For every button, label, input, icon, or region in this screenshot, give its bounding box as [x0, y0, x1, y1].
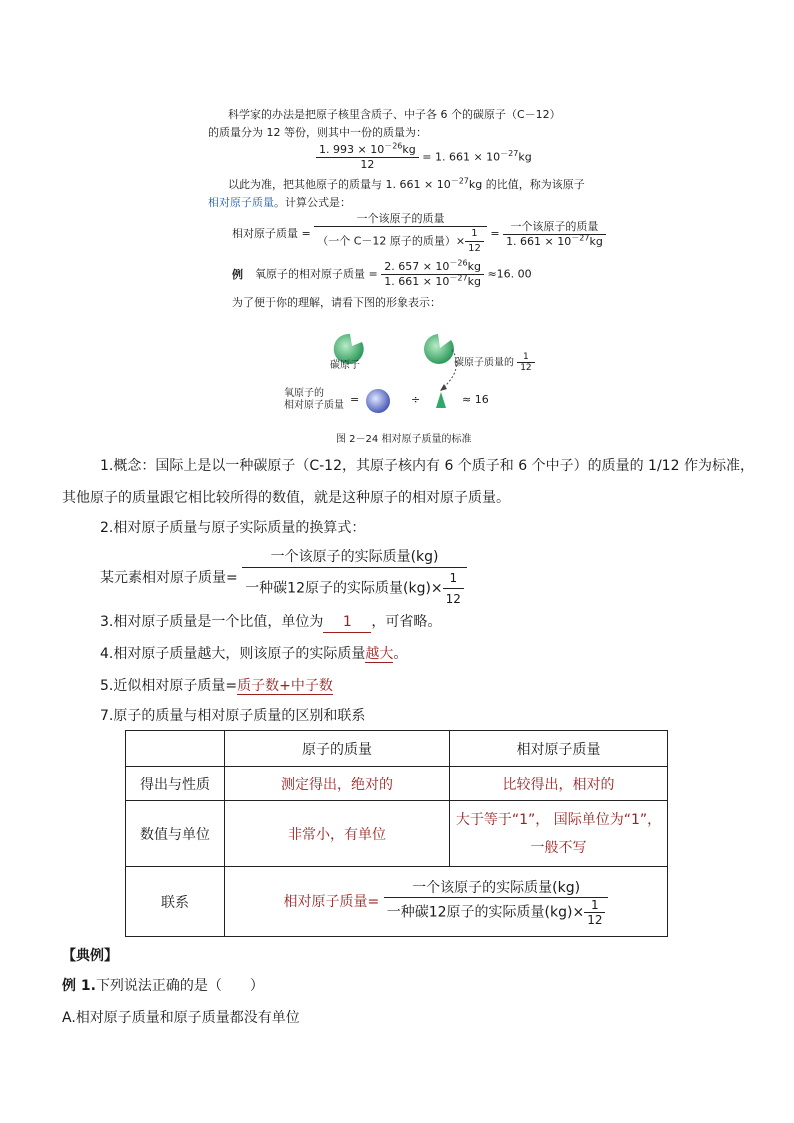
unit: kg: [402, 143, 416, 156]
comparison-table: [125, 730, 668, 937]
excerpt-line-5: 为了便于你的理解，请看下图的形象表示：: [232, 296, 441, 309]
example-text: 氧原子的相对原子质量 =: [255, 267, 378, 281]
fig-equals: =: [350, 393, 360, 406]
answer-blank: 越大: [365, 646, 394, 662]
table-row: [126, 767, 668, 801]
point-4: [100, 644, 407, 664]
text: 氧原子的: [284, 388, 324, 399]
row-label: 得出与性质: [126, 767, 225, 801]
example-label: 例: [232, 267, 243, 281]
frac-den: 一种碳12原子的实际质量(kg)×: [245, 580, 443, 597]
table-row: [126, 801, 668, 867]
carbon-atom-cut-icon: [424, 334, 454, 364]
definition-formula: [232, 212, 606, 256]
text: 3.相对原子质量是一个比值，单位为: [100, 614, 324, 630]
table-cell: 非常小，有单位: [225, 801, 450, 867]
text: 4.相对原子质量越大，则该原子的实际质量: [100, 646, 366, 662]
frac-den: 12: [587, 912, 603, 927]
fig-approx: ≈ 16: [462, 393, 489, 406]
example-result: ≈16. 00: [487, 267, 532, 281]
formula-label: 某元素相对原子质量=: [100, 570, 238, 586]
exp: －26: [384, 141, 403, 151]
option-a: A.相对原子质量和原子质量都没有单位: [62, 1010, 300, 1026]
frac-num: 1: [517, 352, 534, 363]
text: 以此为准，把其他原子的质量与 1. 661 × 10: [228, 178, 451, 191]
point-2-formula: [100, 547, 467, 609]
text: ，可省略。: [371, 614, 442, 630]
point-1-line-2: 其他原子的质量跟它相比较所得的数值，就是这种原子的相对原子质量。: [62, 490, 510, 506]
text: kg 的比值，称为该原子: [468, 178, 585, 191]
text: 。计算公式是：: [274, 196, 351, 209]
unit: kg: [467, 275, 481, 288]
exp: －27: [571, 232, 590, 242]
frac-den: 12: [445, 592, 461, 606]
frac-num: 1. 993 × 10: [319, 143, 385, 156]
frac-den: 1. 661 × 10: [384, 275, 450, 288]
point-7: 7.原子的质量与相对原子质量的区别和联系: [100, 708, 366, 724]
frac-den: 12: [520, 363, 532, 373]
eq: =: [490, 227, 500, 240]
term-relative-atomic-mass: 相对原子质量: [208, 196, 274, 209]
oxygen-label: [284, 388, 344, 412]
frac-den: 1. 661 × 10: [506, 234, 572, 248]
frac-num: 1: [443, 568, 464, 589]
oxygen-atom-icon: [366, 389, 390, 413]
point-5: [100, 676, 333, 696]
table-cell: [126, 731, 225, 767]
frac-num: 一个该原子的质量: [503, 220, 606, 235]
table-cell: [450, 801, 668, 867]
table-cell: 比较得出，相对的: [450, 767, 668, 801]
text: 5.近似相对原子质量=: [100, 678, 238, 694]
frac-den: 12: [360, 158, 375, 171]
frac-num: 1: [465, 227, 484, 242]
frac-den: （一个 C－12 原子的质量）×: [317, 234, 466, 248]
table-header: 相对原子质量: [450, 731, 668, 767]
table-row: [126, 731, 668, 767]
formula-label: 相对原子质量=: [283, 893, 380, 910]
exp: －27: [449, 273, 468, 283]
text: 。: [393, 646, 408, 662]
formula-label: 相对原子质量 =: [232, 227, 311, 240]
point-2: 2.相对原子质量与原子实际质量的换算式：: [100, 520, 366, 536]
cell-line: 一般不写: [530, 839, 587, 856]
frac-den: 12: [468, 243, 481, 254]
exp: －27: [450, 176, 469, 186]
carbon-label: 碳原子: [330, 360, 360, 371]
exp: －27: [500, 148, 519, 158]
carbon-twelfth-label: [454, 352, 535, 373]
text: 相对原子质量: [284, 400, 344, 411]
table-row: [126, 867, 668, 937]
excerpt-line-2: 的质量分为 12 等份，则其中一份的质量为：: [208, 126, 427, 139]
frac-den: 一种碳12原子的实际质量(kg)×: [386, 904, 585, 920]
oxygen-example: [232, 260, 532, 289]
result: = 1. 661 × 10: [422, 150, 501, 164]
examples-heading: 【典例】: [62, 948, 118, 964]
unit: kg: [518, 150, 532, 164]
answer-blank: 质子数+中子数: [237, 678, 333, 694]
frac-num: 一个该原子的实际质量(kg): [384, 877, 609, 898]
figure-caption: 图 2－24 相对原子质量的标准: [336, 434, 472, 445]
exp: －26: [449, 258, 468, 268]
unit: kg: [467, 260, 481, 273]
answer-blank: 1: [323, 612, 371, 633]
example-1-question: [62, 976, 264, 996]
cell-line: 大于等于“1”， 国际单位为“1”，: [455, 811, 662, 828]
carbon-twelfth-icon: [436, 392, 446, 408]
excerpt-line-3: [228, 178, 585, 192]
table-cell: [225, 867, 668, 937]
question-text: 下列说法正确的是（ ）: [95, 978, 264, 994]
fig-divide: ÷: [411, 393, 421, 406]
question-label: 例 1.: [62, 978, 96, 994]
frac-num: 一个该原子的实际质量(kg): [242, 547, 467, 568]
row-label: 数值与单位: [126, 801, 225, 867]
frac-num: 1: [584, 898, 605, 913]
unit: kg: [589, 234, 603, 248]
mass-fraction-formula: [316, 143, 532, 172]
excerpt-line-1: 科学家的办法是把原子核里含质子、中子各 6 个的碳原子（C－12）: [228, 108, 561, 121]
text: 碳原子质量的: [454, 357, 514, 369]
point-1-line-1: 1.概念：国际上是以一种碳原子（C-12，其原子核内有 6 个质子和 6 个中子）的质量的 1/12 作为标准，: [100, 458, 754, 474]
frac-num: 一个该原子的质量: [314, 212, 487, 227]
row-label: 联系: [126, 867, 225, 937]
point-3: [100, 612, 441, 633]
frac-num: 2. 657 × 10: [384, 260, 450, 273]
table-cell: 测定得出，绝对的: [225, 767, 450, 801]
table-header: 原子的质量: [225, 731, 450, 767]
excerpt-line-4: [208, 196, 351, 210]
